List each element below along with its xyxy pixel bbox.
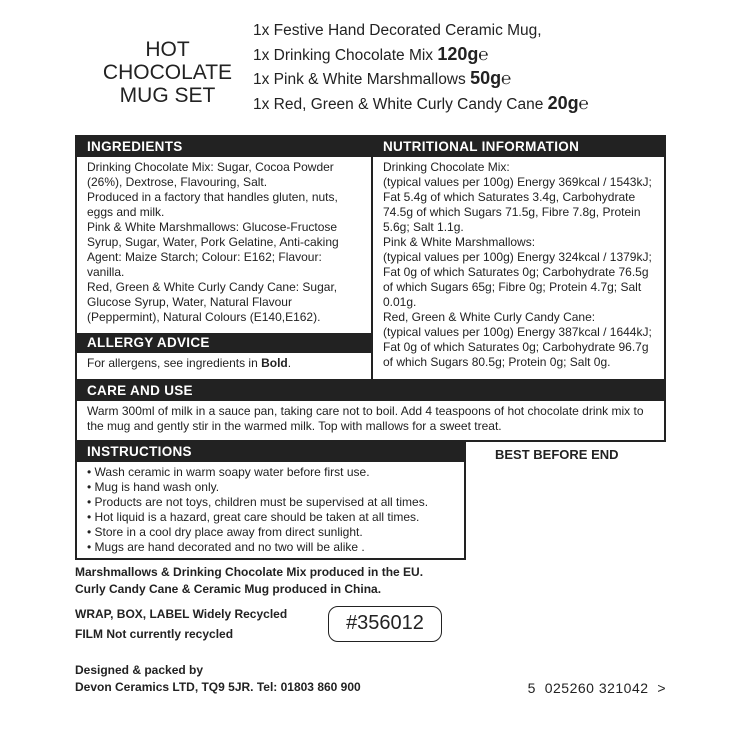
instructions-row [75, 442, 666, 560]
care-heading: CARE AND USE [77, 381, 664, 401]
paragraph: Pink & White Marshmallows: [383, 235, 536, 249]
info-columns [77, 137, 664, 379]
item-text: 1x Red, Green & White Curly Candy Cane [253, 95, 548, 113]
care-text: Warm 300ml of milk in a sauce pan, taking care not to boil. Add 4 teaspoons of hot chocolate drink mix to the mug and gently stir in the warmed milk. Top with mallows for a sweet treat. [87, 404, 644, 433]
origin-text [75, 564, 666, 598]
paragraph: Red, Green & White Curly Candy Cane: Sugar, Glucose Syrup, Water, Natural Flavour (Peppermint), Natural Colours (E140,E162). [87, 280, 338, 324]
ingredients-heading: INGREDIENTS [77, 137, 371, 157]
origin-line: Curly Candy Cane & Ceramic Mug produced in China. [75, 582, 382, 596]
allergy-heading: ALLERGY ADVICE [77, 333, 371, 353]
contents-list [253, 20, 589, 116]
info-panel [75, 135, 666, 442]
origin-line: Marshmallows & Drinking Chocolate Mix produced in the EU. [75, 565, 424, 579]
title-line: MUG SET [119, 84, 216, 107]
recycling-row [75, 604, 666, 644]
packer-row [75, 662, 666, 696]
instruction-item: • Mugs are hand decorated and no two will be alike . [87, 540, 454, 555]
instruction-item: • Wash ceramic in warm soapy water before first use. [87, 465, 454, 480]
instruction-item: • Hot liquid is a hazard, great care should be taken at all times. [87, 510, 454, 525]
contents-item [253, 92, 589, 117]
instruction-item: • Mug is hand wash only. [87, 480, 454, 495]
recycling-line: FILM Not currently recycled [75, 627, 234, 641]
estimated-sign-icon: ℮ [478, 44, 489, 64]
product-code: #356012 [328, 606, 442, 642]
paragraph: Drinking Chocolate Mix: Sugar, Cocoa Powder (26%), Dextrose, Flavouring, Salt. [87, 160, 334, 189]
item-text: 1x Pink & White Marshmallows [253, 71, 471, 88]
item-text: 1x Drinking Chocolate Mix [253, 46, 438, 64]
allergy-text-main: For allergens, see ingredients in [87, 356, 262, 370]
item-weight: 120g [437, 43, 479, 64]
item-weight: 20g [547, 92, 579, 113]
contents-item [253, 43, 589, 68]
nutrition-section [371, 137, 664, 379]
paragraph: Pink & White Marshmallows: Glucose-Fructose Syrup, Sugar, Water, Pork Gelatine, Anti-caking Agent: Maize Starch; Colour: E162; Flavour: vanilla. [87, 220, 339, 279]
ingredients-text [77, 157, 371, 328]
paragraph: Drinking Chocolate Mix: [383, 160, 510, 174]
instruction-item: • Store in a cool dry place away from direct sunlight. [87, 525, 454, 540]
instructions-section [75, 442, 466, 560]
packer-line: Designed & packed by [75, 663, 204, 677]
paragraph: (typical values per 100g) Energy 387kcal / 1644kJ; Fat 0g of which Saturates 0g; Carbohydrate 96.7g of which Sugars 80.5g; Protein 0g; Salt 0g. [383, 325, 652, 369]
barcode-number: 5 025260 321042 > [527, 680, 666, 696]
contents-item [253, 67, 589, 92]
packer-text [75, 662, 361, 696]
estimated-sign-icon: ℮ [501, 69, 512, 88]
ingredients-section [77, 137, 371, 328]
recycling-text [75, 604, 328, 644]
nutrition-heading: NUTRITIONAL INFORMATION [373, 137, 664, 157]
allergy-text [77, 353, 371, 379]
label-body [75, 135, 666, 696]
paragraph: (typical values per 100g) Energy 369kcal / 1543kJ; Fat 5.4g of which Saturates 3.4g, Carbohydrate 74.5g of which Sugars 71.5g, Fibre 7.8g, Protein 5.6g; Salt 1.1g. [383, 175, 652, 234]
care-section [77, 379, 664, 440]
paragraph: Produced in a factory that handles gluten, nuts, eggs and milk. [87, 190, 338, 219]
contents-item [253, 20, 589, 43]
estimated-sign-icon: ℮ [578, 93, 589, 113]
allergy-end: . [287, 356, 292, 370]
title-line: CHOCOLATE [102, 61, 233, 84]
recycling-line: WRAP, BOX, LABEL Widely Recycled [75, 607, 288, 621]
allergy-bold: Bold [261, 356, 288, 370]
item-weight: 50g [470, 68, 502, 88]
item-text: 1x Festive Hand Decorated Ceramic Mug, [253, 22, 542, 39]
title-line: HOT [145, 38, 190, 61]
best-before-label: BEST BEFORE END [495, 447, 619, 462]
product-title [95, 38, 240, 107]
instructions-list [77, 462, 464, 558]
nutrition-text [373, 157, 664, 373]
allergy-section [77, 333, 371, 379]
instruction-item: • Products are not toys, children must be supervised at all times. [87, 495, 454, 510]
left-column [77, 137, 371, 379]
instructions-heading: INSTRUCTIONS [77, 442, 464, 462]
paragraph: Red, Green & White Curly Candy Cane: [383, 310, 596, 324]
paragraph: (typical values per 100g) Energy 324kcal / 1379kJ; Fat 0g of which Saturates 0g; Carbohydrate 76.5g of which Sugars 65g; Fibre 0g; Protein 4.7g; Salt 0.01g. [383, 250, 652, 309]
packer-line: Devon Ceramics LTD, TQ9 5JR. Tel: 01803 860 900 [75, 680, 361, 694]
